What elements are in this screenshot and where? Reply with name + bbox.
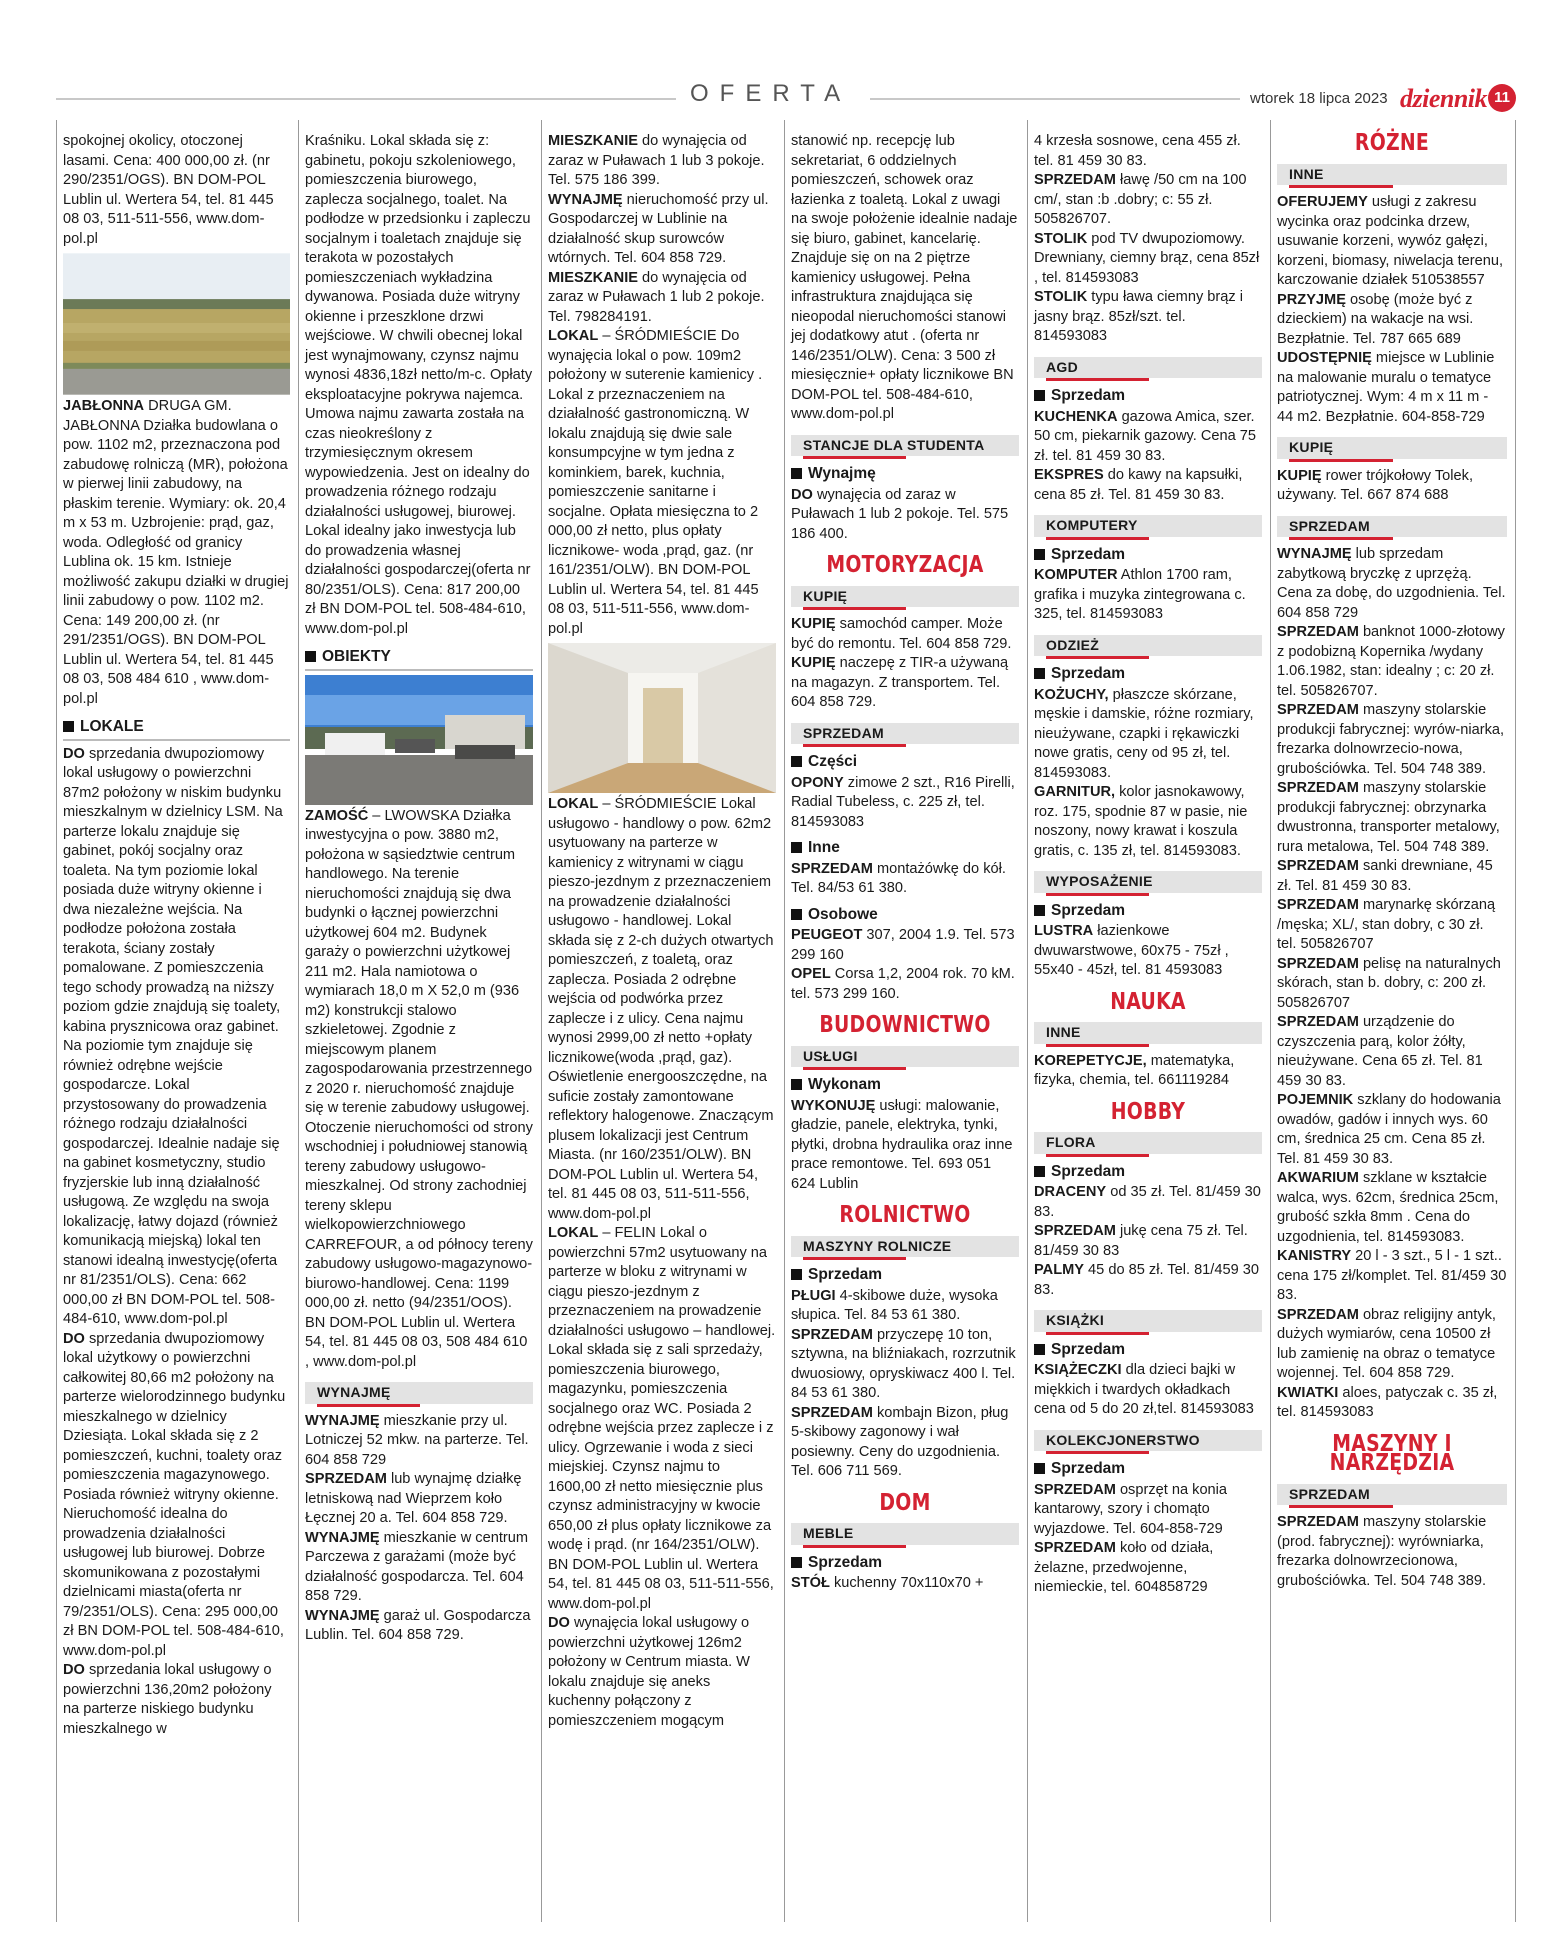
ad-lead: PALMY (1034, 1262, 1084, 1278)
ad-text: sprzedania lokal usługowy o powierzchni 136,20m2 położony na parterze niskiego budynku mieszkalnego w (63, 1662, 272, 1737)
ad-text: dla dzieci bajki w miękkich i twardych okładkach cena od 5 do 20 zł,tel. 814593083 (1034, 1362, 1254, 1417)
subcategory-czesci: Części (791, 752, 1019, 772)
square-icon (791, 1269, 802, 1280)
section-title: OFERTA (690, 80, 852, 107)
issue-date: wtorek 18 lipca 2023 (1250, 90, 1388, 107)
ad-lead: MIESZKANIE (548, 269, 638, 286)
category-kupie: KUPIĘ (791, 586, 1019, 608)
ad-text: 4 krzesła sosnowe, cena 455 zł. tel. 81 459 30 83. (1034, 133, 1241, 169)
ad-lead: SPRZEDAM (791, 1404, 873, 1421)
subcategory-sprzedam: Sprzedam (1034, 386, 1262, 406)
ad-text: osobę (może być z dzieckiem) na wakacje na wsi. Bezpłatnie. Tel. 787 665 689 (1277, 291, 1474, 347)
subcategory-sprzedam: Sprzedam (1034, 664, 1262, 684)
ad-text: pelisę na naturalnych skórach, stan b. dobry, c: 200 zł. 505826707 (1277, 955, 1501, 1011)
ad-lead: SPRZEDAM (1277, 1306, 1359, 1323)
square-icon (63, 721, 74, 732)
ad-text: pod TV dwupoziomowy. Drewniany, ciemny brąz, cena 85zł , tel. 814593083 (1034, 230, 1260, 286)
ad-text: 4-skibowe duże, wysoka słupica. Tel. 84 53 61 380. (791, 1287, 998, 1323)
ad-text: 45 do 85 zł. Tel. 81/459 30 83. (1034, 1262, 1259, 1298)
ad-text: Corsa 1,2, 2004 rok. 70 kM. tel. 573 299 160. (791, 966, 1015, 1002)
category-uslugi: USŁUGI (791, 1046, 1019, 1068)
ad-lead: DO (63, 745, 85, 762)
ad-text: od 35 zł. Tel. 81/459 30 83. (1034, 1184, 1261, 1220)
heading-dom: DOM (879, 1489, 931, 1516)
ad-lead: STÓŁ (791, 1575, 830, 1591)
category-ksiazki: KSIĄŻKI (1034, 1310, 1262, 1332)
square-icon (1034, 905, 1045, 916)
ad-lead: SPRZEDAM (1277, 897, 1359, 913)
ad-text: naczepę z TIR-a używaną na magazyn. Z transportem. Tel. 604 858 729. (791, 655, 1009, 710)
ad-text: garaż ul. Gospodarcza Lublin. Tel. 604 858 729. (305, 1607, 531, 1643)
category-inne: INNE (1277, 164, 1507, 186)
ad-text: Athlon 1700 ram, grafika i muzyka zintegrowana c. 325, tel. 814593083 (1034, 567, 1246, 622)
ad-text: kuchenny 70x110x70 + (829, 1575, 984, 1591)
category-kupie: KUPIĘ (1277, 437, 1507, 459)
ad-text: sprzedania dwupoziomowy lokal użytkowy o powierzchni całkowitej 80,66 m2 położony na parterze wielorodzinnego budynku mieszkalnego w dzielnicy Dziesiąta. Lokal składa się z 2 pomieszczeń, kuchni, toalety oraz pomieszczenia magazynowego. Posiada również witryny okienne. Nieruchomość idealna do prowadzenia działalności usługowej lub biurowej. Dobrze skomunikowana z pozostałymi dzielnicami miasta(oferta nr 79/2351/OLS). Cena: 295 000,00 zł BN DOM-POL tel. 508-484-610, www.dom-pol.pl (63, 1330, 286, 1659)
ad-text: ławę /50 cm na 100 cm/, stan :b .dobry; c: 55 zł. 505826707. (1034, 172, 1247, 227)
category-stancje: STANCJE DLA STUDENTA (791, 435, 1019, 457)
ad-text: lub wynajmę działkę letniskową nad Wieprzem koło Łęcznej 20 a. Tel. 604 858 729. (305, 1471, 522, 1526)
square-icon (1034, 1166, 1045, 1177)
ad-lead: KUPIĘ (791, 655, 836, 671)
ad-lead: OFERUJEMY (1277, 194, 1368, 210)
ad-lead: SPRZEDAM (1277, 1514, 1359, 1530)
subcategory-sprzedam: Sprzedam (1034, 1162, 1262, 1182)
ad-text: nieruchomość przy ul. Gospodarczej w Lublinie na działalność skup surowców wtórnych. Tel. 604 858 729. (548, 191, 769, 266)
ad-text: DRUGA GM. JABŁONNA Działka budowlana o pow. 1102 m2, przeznaczona pod zabudowę rolniczą (MR), położona w pierwej linii zabudowy, na płaskim terenie. Wymiary: ok. 20,4 m x 53 m. Uzbrojenie: prąd, gaz, woda. Odległość od granicy Lublina ok. 15 km. Istnieje możliwość zakupu działki w drugiej linii zabudowy o pow. 1102 m2. Cena: 149 200,00 zł. (nr 291/2351/OGS). BN DOM-POL Lublin ul. Wertera 54, tel. 81 445 08 03, 508 484 610 , www.dom-pol.pl (63, 398, 289, 707)
subcategory-sprzedam: Sprzedam (1034, 1459, 1262, 1479)
ad-lead: STOLIK (1034, 230, 1088, 247)
ad-lead: SPRZEDAM (1277, 858, 1359, 874)
ad-lead: SPRZEDAM (1034, 1223, 1116, 1239)
heading-motoryzacja: MOTORYZACJA (826, 552, 984, 578)
heading-budownictwo: BUDOWNICTWO (819, 1012, 991, 1038)
ad-text: stanowić np. recepcję lub sekretariat, 6 oddzielnych pomieszczeń, schowek oraz łazienka z toaletą. Lokal z uwagi na swoje położenie idealnie nadaje się biuro, gabinet, kancelarię. Znajduje się on na 2 piętrze kamienicy usługowej. Pełna infrastruktura znajdująca się nieopodal nieruchomości stanowi jej dodatkowy atut . (oferta nr 146/2351/OLW). Cena: 3 500 zł miesięcznie+ opłaty licznikowe BN DOM-POL tel. 508-484-610, www.dom-pol.pl (791, 133, 1018, 422)
ad-lead: LOKAL (548, 1225, 599, 1241)
ad-text: zimowe 2 szt., R16 Pirelli, Radial Tubeless, c. 225 zł, tel. 814593083 (791, 774, 1015, 830)
ad-lead: LOKAL (548, 328, 599, 344)
ad-lead: KSIĄŻECZKI (1034, 1362, 1122, 1378)
ad-lead: LOKAL (548, 796, 599, 812)
category-sprzedam: SPRZEDAM (1277, 516, 1507, 538)
ad-text: kombajn Bizon, pług 5-skibowy zagonowy i wał posiewny. Ceny do uzgodnienia. Tel. 606 711 569. (791, 1404, 1009, 1479)
ad-text: rower trójkołowy Tolek, używany. Tel. 667 874 688 (1277, 467, 1474, 503)
ad-text: 20 l - 3 szt., 5 l - 1 szt.. cena 175 zł/komplet. Tel. 81/459 30 83. (1277, 1248, 1507, 1303)
page-header (0, 0, 1558, 120)
ad-text: sprzedania dwupoziomowy lokal usługowy o powierzchni 87m2 położony w niskim budynku mieszkalnym w dzielnicy LSM. Na parterze lokalu znajduje się gabinet, pokój socjalny oraz toaleta. Na tym poziomie lokal posiada duże witryny okienne i dwa niezależne wejścia. Na podłodze położona została terakota, ściany zostały pomalowane. Z pomieszczenia tego schody prowadzą na niższy poziom gdzie znajdują się toalety, kabina prysznicowa oraz gabinet. Na poziomie tym znajduje się również odrębne wejście gospodarcze. Lokal przystosowany do prowadzenia różnego rodzaju działalności gospodarczej. Idealnie nadaje się na gabinet kosmetyczny, studio fryzjerskie lub inną działalność usługową. Ze względu na swoja lokalizację, łatwy dojazd (również komunikacją miejską) lokal ten stanowi idealną inwestycję(oferta nr 81/2351/OLS). Cena: 662 000,00 zł BN DOM-POL tel. 508-484-610, www.dom-pol.pl (63, 745, 283, 1327)
heading-hobby: HOBBY (1110, 1098, 1186, 1125)
ad-lead: AKWARIUM (1277, 1170, 1359, 1186)
column-6 (1271, 120, 1516, 1922)
square-icon (1034, 1344, 1045, 1355)
ad-text: do wynajęcia od zaraz w Puławach 1 lub 2 pokoje. Tel. 798284191. (548, 269, 765, 325)
classifieds-columns (56, 120, 1516, 1922)
ad-text: – ŚRÓDMIEŚCIE Do wynajęcia lokal o pow. 109m2 położony w suterenie kamienicy . Lokal z przeznaczeniem na działalność gastronomiczną. W lokalu znajdują się dwie sale konsumpcyjne w tym jedna z kominkiem, barek, kuchnia, pomieszczenie sanitarne i socjalne. Opłata miesięczna to 2 000,00 zł netto, plus opłaty licznikowe- woda ,prąd, gaz. (nr 161/2351/OLW). BN DOM-POL Lublin ul. Wertera 54, tel. 81 445 08 03, 511-511-556, www.dom-pol.pl (548, 328, 763, 637)
category-odziez: ODZIEŻ (1034, 635, 1262, 657)
ad-text: łazienkowe dwuwarstwowe, 60x75 - 75zł , 55x40 - 45zł, tel. 81 4593083 (1034, 923, 1229, 978)
ad-lead: SPRZEDAM (1277, 702, 1359, 718)
ad-lead: EKSPRES (1034, 467, 1104, 483)
ad-lead: KUCHENKA (1034, 408, 1118, 425)
ad-lead: SPRZEDAM (1277, 780, 1359, 796)
ad-lead: DO (63, 1330, 85, 1347)
ad-lead: PRZYJMĘ (1277, 291, 1346, 308)
ad-text: płaszcze skórzane, męskie i damskie, różne rozmiary, nieużywane, czapki i rękawiczki nowe gratis, ceny od 95 zł, tel. 814593083. (1034, 686, 1254, 781)
square-icon (791, 842, 802, 853)
ad-text: gazowa Amica, szer. 50 cm, piekarnik gazowy. Cena 75 zł. tel. 81 459 30 83. (1034, 408, 1256, 464)
interior-photo (548, 643, 776, 793)
ad-lead: SPRZEDAM (1277, 1014, 1359, 1030)
category-agd: AGD (1034, 357, 1262, 379)
ad-text: marynarkę skórzaną /męska; XL/, stan dobry, c 30 zł. tel. 505826707 (1277, 897, 1496, 952)
ad-lead: WYNAJMĘ (305, 1607, 380, 1624)
heading-rolnictwo: ROLNICTWO (839, 1202, 971, 1228)
category-kolekcjonerstwo: KOLEKCJONERSTWO (1034, 1430, 1262, 1452)
category-wyposazenie: WYPOSAŻENIE (1034, 871, 1262, 893)
ad-lead: KOREPETYCJE, (1034, 1052, 1147, 1069)
column-3 (542, 120, 785, 1922)
square-icon (791, 468, 802, 479)
ad-lead: SPRZEDAM (305, 1471, 387, 1487)
ad-lead: KUPIĘ (791, 616, 836, 632)
heading-maszyny-i-narzedzia: MASZYNY I NARZĘDZIA (1329, 1430, 1455, 1476)
subcategory-sprzedam: Sprzedam (791, 1553, 1019, 1573)
ad-lead: LUSTRA (1034, 923, 1094, 939)
ad-lead: DO (791, 486, 813, 503)
ad-text: usługi z zakresu wycinka oraz podcinka drzew, usuwanie korzeni, wywóz gałęzi, korzeni, biomasy, niwelacja terenu, karczowanie działek 510538557 (1277, 194, 1504, 288)
square-icon (791, 1557, 802, 1568)
subcategory-inne: Inne (791, 838, 1019, 858)
heading-rozne: RÓŻNE (1354, 130, 1430, 156)
subcategory-wykonam: Wykonam (791, 1075, 1019, 1095)
ad-text: obraz religijny antyk, dużych wymiarów, cena 10500 zł lub zamienię na obraz o tematyce wojennej. Tel. 604 858 729. (1277, 1306, 1496, 1381)
ad-text: aloes, patyczak c. 35 zł, tel. 814593083 (1277, 1384, 1498, 1420)
ad-text: – LWOWSKA Działka inwestycyjna o pow. 3880 m2, położona w sąsiedztwie centrum handlowego. Na terenie nieruchomości znajdują się dwa budynki o łącznej powierzchni użytkowej 604 m2. Budynek garaży o powierzchni użytkowej 211 m2. Hala namiotowa o wymiarach 18,0 m X 52,0 m (936 m2) konstrukcji stalowo szkieletowej. Zgodnie z miejscowym planem zagospodarowania przestrzennego z 2020 r. nieruchomość znajduje się w terenie zabudowy usługowej. Otoczenie nieruchomości od strony wschodniej i południowej stanowią tereny zabudowy usługowo-mieszkalnej. Od strony zachodniej tereny sklepu wielkopowierzchniowego CARREFOUR, a od północy tereny zabudowy usługowo-magazynowo-biurowo-handlowej. Cena: 1199 000,00 zł. netto (94/2351/OOS). BN DOM-POL Lublin ul. Wertera 54, tel. 81 445 08 03, 508 484 610 , www.dom-pol.pl (305, 807, 533, 1370)
ad-text: – FELIN Lokal o powierzchni 57m2 usytuowany na parterze w bloku z witrynami w ciągu pieszo-jezdnym z przeznaczeniem na prowadzenie działalności usługowo – handlowej. Lokal składa się z sali sprzedaży, pomieszczenia biurowego, magazynku, pomieszczenia socjalnego oraz WC. Posiada 2 odrębne wejścia przez zaplecze i z ulicy. Ogrzewanie i woda z sieci miejskiej. Czynsz najmu to 1600,00 zł netto miesięcznie plus czynsz administracyjny w kwocie 650,00 zł plus opłaty licznikowe za wodę i prąd. (nr 164/2351/OLW). BN DOM-POL Lublin ul. Wertera 54, tel. 81 445 08 03, 511-511-556, www.dom-pol.pl (548, 1225, 776, 1612)
category-inne: INNE (1034, 1022, 1262, 1044)
ad-text: koło od działa, żelazne, przedwojenne, niemieckie, tel. 604858729 (1034, 1540, 1214, 1595)
category-maszyny-rolnicze: MASZYNY ROLNICZE (791, 1236, 1019, 1258)
ad-text: sanki drewniane, 45 zł. Tel. 81 459 30 83. (1277, 858, 1493, 894)
ad-lead: KUPIĘ (1277, 467, 1322, 484)
ad-text: maszyny stolarskie produkcji fabrycznej: obrzynarka dwustronna, transporter metalowy, rura metalowa, Tel. 504 748 389. (1277, 780, 1500, 855)
ad-lead: PEUGEOT (791, 927, 863, 943)
subcategory-sprzedam: Sprzedam (1034, 901, 1262, 921)
ad-text: usługi: malowanie, gładzie, panele, elektryka, tynki, płytki, drobna hydraulika oraz inne prace remontowe. Tel. 693 051 624 Lublin (791, 1097, 1013, 1192)
ad-lead: SPRZEDAM (1277, 624, 1359, 640)
subcategory-sprzedam: Sprzedam (1034, 545, 1262, 565)
ad-text: miejsce w Lublinie na malowanie muralu o tematyce patriotycznej. Wym: 4 m x 11 m - 44 m2. Bezpłatnie. 604-858-729 (1277, 350, 1495, 425)
ad-text: urządzenie do czyszczenia parą, kolor żółty, nieużywane. Cena 65 zł. Tel. 81 459 30 83. (1277, 1014, 1483, 1089)
ad-text: szklane w kształcie walca, wys. 62cm, średnica 25cm, grubość szkła 8mm . Cena do uzgodnienia, tel. 814593083. (1277, 1170, 1499, 1245)
ad-lead: SPRZEDAM (1034, 1481, 1116, 1498)
ad-text: banknot 1000-złotowy z podobizną Kopernika /wydany 1.06.1982, stan: idealny ; c: 20 zł. tel. 505826707. (1277, 624, 1505, 699)
ad-lead: POJEMNIK (1277, 1092, 1354, 1108)
subcategory-sprzedam: Sprzedam (791, 1265, 1019, 1285)
page-number: 11 (1488, 84, 1516, 112)
column-5 (1028, 120, 1271, 1922)
ad-text: spokojnej okolicy, otoczonej lasami. Cena: 400 000,00 zł. (nr 290/2351/OGS). BN DOM-POL Lublin ul. Wertera 54, tel. 81 445 08 03, 511-511-556, www.dom-pol.pl (63, 133, 274, 247)
category-wynajme: WYNAJMĘ (305, 1382, 533, 1404)
ad-text: mieszkanie przy ul. Lotniczej 52 mkw. na parterze. Tel. 604 858 729 (305, 1412, 529, 1468)
category-flora: FLORA (1034, 1132, 1262, 1154)
heading-nauka: NAUKA (1110, 988, 1186, 1015)
ad-text: lub sprzedam zabytkową bryczkę z uprzężą. Cena za dobę, do uzgodnienia. Tel. 604 858 729 (1277, 546, 1506, 621)
square-icon (791, 1079, 802, 1090)
subcategory-sprzedam: Sprzedam (1034, 1340, 1262, 1360)
ad-text: do kawy na kapsułki, cena 85 zł. Tel. 81 459 30 83. (1034, 467, 1243, 503)
ad-lead: WYKONUJĘ (791, 1097, 876, 1114)
ad-text: jukę cena 75 zł. Tel. 81/459 30 83 (1034, 1223, 1248, 1259)
ad-lead: UDOSTĘPNIĘ (1277, 350, 1372, 366)
ad-lead: STOLIK (1034, 289, 1088, 305)
ad-lead: SPRZEDAM (1034, 172, 1116, 188)
ad-text: 307, 2004 1.9. Tel. 573 299 160 (791, 927, 1015, 963)
ad-lead: OPEL (791, 966, 831, 982)
ad-text: typu ława ciemny brąz i jasny brąz. 85zł/szt. tel. 814593083 (1034, 289, 1243, 344)
ad-lead: SPRZEDAM (1277, 955, 1359, 972)
square-icon (305, 651, 316, 662)
ad-text: montażówkę do kół. Tel. 84/53 61 380. (791, 860, 1006, 896)
parking-lot-photo (305, 675, 533, 805)
category-sprzedam: SPRZEDAM (791, 723, 1019, 745)
column-1 (56, 120, 299, 1922)
ad-lead: WYNAJMĘ (305, 1529, 380, 1546)
ad-lead: DO (548, 1615, 570, 1631)
column-4 (785, 120, 1028, 1922)
ad-lead: SPRZEDAM (1034, 1540, 1116, 1556)
ad-text: maszyny stolarskie produkcji fabrycznej: wyrów-niarka, frezarka dolnowrzecio-nowa, grubościówka. Tel. 504 748 389. (1277, 702, 1505, 777)
ad-text: szklany do hodowania owadów, gadów i innych wys. 60 cm, średnica 25 cm. Cena 85 zł. Tel. 81 459 30 83. (1277, 1092, 1501, 1167)
ad-text: – ŚRÓDMIEŚCIE Lokal usługowo - handlowy o pow. 62m2 usytuowany na parterze w kamienicy z witrynami w ciągu pieszo-jezdnym z przeznaczeniem na prowadzenie działalności usługowo - handlowej. Lokal składa się z 2-ch dużych otwartych pomieszczeń, z toaletą, oraz zaplecza. Posiada 2 odrębne wejścia od podwórka przez zaplecze i z ulicy. Cena najmu wynosi 2999,00 zł netto +opłaty licznikowe(woda ,prąd, gaz). Oświetlenie energooszczędne, na suficie zostały zamontowane reflektory halogenowe. Znaczącym plusem lokalizacji jest Centrum Miasta. (nr 160/2351/OLW). BN DOM-POL Lublin ul. Wertera 54, tel. 81 445 08 03, 511-511-556, www.dom-pol.pl (548, 796, 774, 1222)
ad-lead: KOMPUTER (1034, 567, 1118, 583)
square-icon (1034, 668, 1045, 679)
ad-text: wynajęcia od zaraz w Puławach 1 lub 2 pokoje. Tel. 575 186 400. (791, 486, 1009, 542)
ad-lead: KOŻUCHY, (1034, 686, 1109, 703)
ad-lead: ZAMOŚĆ (305, 807, 369, 824)
column-2 (299, 120, 542, 1922)
ad-lead: KWIATKI (1277, 1384, 1339, 1401)
subcategory-wynajme: Wynajmę (791, 464, 1019, 484)
subcategory-osobowe: Osobowe (791, 905, 1019, 925)
ad-text: kolor jasnokawowy, roz. 175, spodnie 87 w pasie, nie noszony, nowy krawat i koszula gratis, c. 135 zł, tel. 814593083. (1034, 784, 1248, 859)
newspaper-logo: dziennik (1400, 84, 1488, 113)
ad-lead: DO (63, 1662, 85, 1678)
ad-lead: DRACENY (1034, 1184, 1107, 1200)
square-icon (791, 756, 802, 767)
square-icon (1034, 1463, 1045, 1474)
category-komputery: KOMPUTERY (1034, 515, 1262, 537)
ad-text: mieszkanie w centrum Parczewa z garażami (może być działalność gospodarcza. Tel. 604 858 729. (305, 1529, 529, 1604)
category-sprzedam: SPRZEDAM (1277, 1484, 1507, 1506)
category-obiekty: OBIEKTY (305, 647, 533, 671)
category-meble: MEBLE (791, 1523, 1019, 1545)
ad-lead: PŁUGI (791, 1287, 836, 1304)
ad-text: przyczepę 10 ton, sztywna, na bliźniakach, rozrzutnik dwuosiowy, opryskiwacz 400 l. Tel. 84 53 61 380. (791, 1326, 1016, 1401)
ad-lead: MIESZKANIE (548, 133, 638, 149)
header-rule-left (56, 98, 676, 100)
square-icon (1034, 390, 1045, 401)
ad-lead: WYNAJMĘ (1277, 546, 1352, 562)
ad-text: osprzęt na konia kantarowy, szory i chomąto wyjazdowe. Tel. 604-858-729 (1034, 1481, 1228, 1537)
field-photo (63, 253, 290, 395)
ad-lead: OPONY (791, 774, 844, 791)
ad-text: samochód camper. Może być do remontu. Tel. 604 858 729. (791, 616, 1012, 652)
ad-text: matematyka, fizyka, chemia, tel. 661119284 (1034, 1052, 1235, 1088)
ad-text: do wynajęcia od zaraz w Puławach 1 lub 3 pokoje. Tel. 575 186 399. (548, 133, 765, 188)
ad-text: wynajęcia lokal usługowy o powierzchni użytkowej 126m2 położony w Centrum miasta. W lokalu znajduje się aneks kuchenny połączony z pomieszczeniem mogącym (548, 1615, 750, 1729)
square-icon (791, 909, 802, 920)
ad-text: maszyny stolarskie (prod. fabrycznej): wyrówniarka, frezarka dolnowrzecionowa, grubościówka. Tel. 504 748 389. (1277, 1514, 1487, 1589)
ad-lead: WYNAJMĘ (305, 1412, 380, 1429)
header-rule-right (870, 98, 1240, 100)
ad-text: Kraśniku. Lokal składa się z: gabinetu, pokoju szkoleniowego, pomieszczenia biurowego, zaplecza socjalnego, toalet. Na podłodze w przedsionku i zapleczu socjalnym i toaletach znajduje się terakota w pozostałych pomieszczeniach wykładzina dywanowa. Posiada duże witryny okienne i przeszklone drzwi wejściowe. W chwili obecnej lokal jest wynajmowany, czynsz najmu wynosi 4836,18zł netto/m-c. Opłaty eksploatacyjne pokrywa najemca. Umowa najmu zawarta została na czas nieokreślony z trzymiesięcznym okresem wypowiedzenia. Jest on idealny do prowadzenia różnego rodzaju działalności usługowej, biurowej. Lokal idealny jako inwestycja lub do prowadzenia własnej działalności gospodarczej(oferta nr 80/2351/OLS). Cena: 817 200,00 zł BN DOM-POL tel. 508-484-610, www.dom-pol.pl (305, 133, 533, 637)
square-icon (1034, 549, 1045, 560)
ad-lead: GARNITUR, (1034, 784, 1116, 800)
ad-lead: JABŁONNA (63, 398, 145, 414)
ad-lead: SPRZEDAM (791, 1326, 873, 1343)
category-lokale: LOKALE (63, 717, 290, 741)
ad-lead: WYNAJMĘ (548, 191, 623, 208)
ad-lead: SPRZEDAM (791, 860, 873, 877)
ad-lead: KANISTRY (1277, 1248, 1352, 1264)
